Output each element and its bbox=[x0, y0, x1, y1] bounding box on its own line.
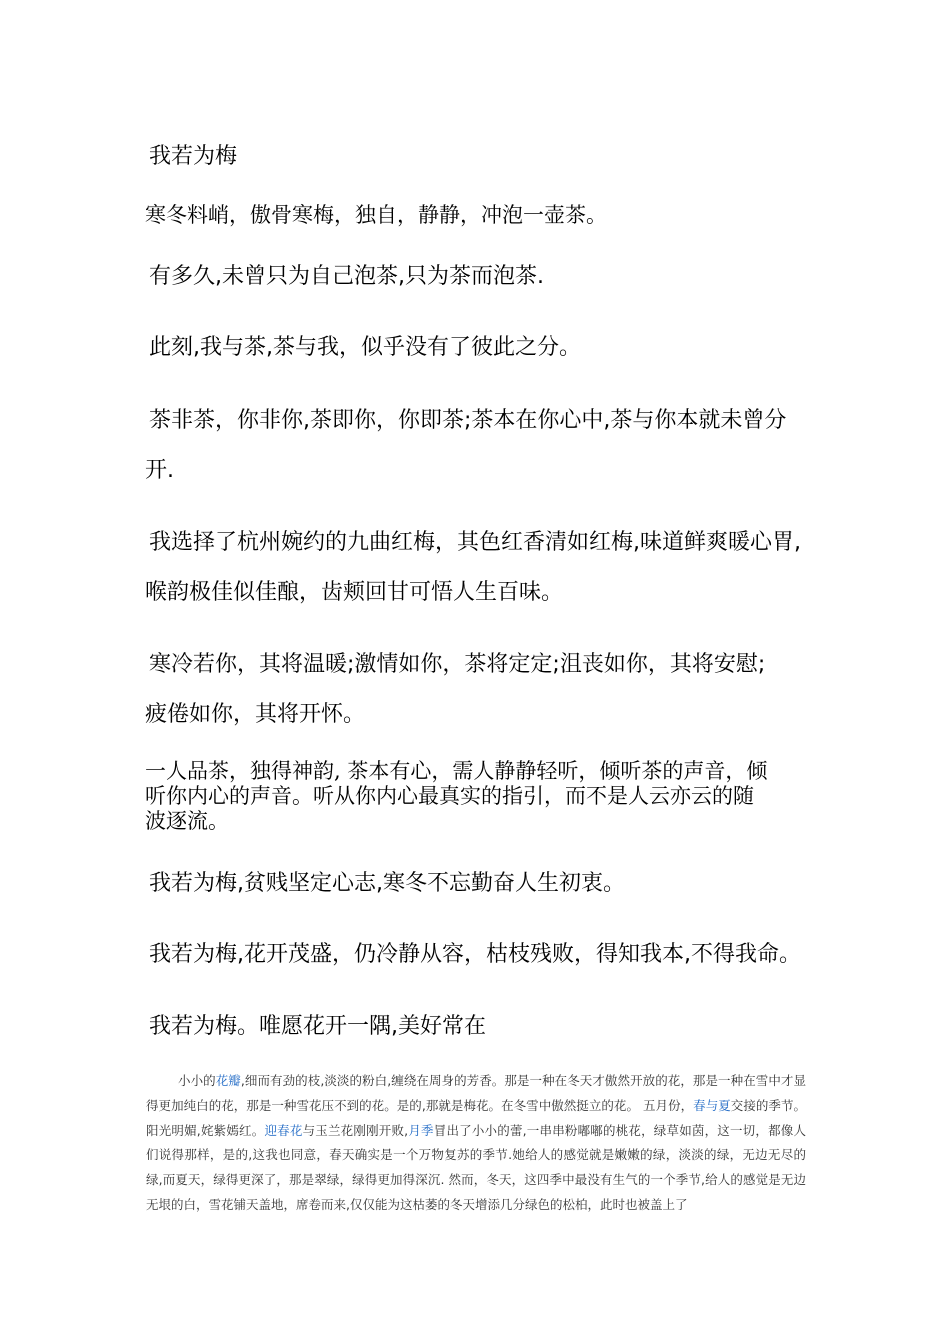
link-winter-jasmine[interactable]: 迎春花 bbox=[264, 1122, 303, 1138]
paragraph-2: 有多久,未曾只为自己泡茶,只为茶而泡茶. bbox=[149, 264, 544, 289]
link-petal[interactable]: 花瓣 bbox=[215, 1073, 241, 1088]
paragraph-8: 我若为梅,贫贱坚定心志,寒冬不忘勤奋人生初衷。 bbox=[149, 871, 625, 896]
paragraph-6-line-1: 寒冷若你，其将温暖;激情如你，茶将定定;沮丧如你，其将安慰; bbox=[149, 652, 766, 677]
excerpt-text-5: 冒出了小小的蕾,一串串粉嘟嘟的桃花，绿草如茵，这一切，都像人们说得那样，是的,这我也同意，春天确实是一个万物复苏的季节.她给人的感觉就是嫩嫩的绿，淡淡的绿，无边无尽的绿,而夏天，绿得更深了，那是翠绿，绿得更加得深沉. 然而，冬天，这四季中最没有生气的一个季节,给人的感觉是无边无垠的白，雪花铺天盖地，席卷而来,仅仅能为这枯萎的冬天增添几分绿色的松柏，此时也被盖上了 bbox=[146, 1122, 806, 1212]
paragraph-4-line-1: 茶非茶，你非你,茶即你，你即茶;茶本在你心中,茶与你本就未曾分 bbox=[149, 408, 787, 433]
paragraph-5-line-1: 我选择了杭州婉约的九曲红梅，其色红香清如红梅,味道鲜爽暖心胃, bbox=[149, 530, 801, 555]
link-spring-summer[interactable]: 春与夏 bbox=[693, 1097, 731, 1113]
paragraph-6-line-2: 疲倦如你，其将开怀。 bbox=[145, 702, 366, 727]
paragraph-7-line-3: 波逐流。 bbox=[145, 809, 229, 833]
paragraph-7-line-2: 听你内心的声音。听从你内心最真实的指引，而不是人云亦云的随 bbox=[145, 784, 754, 808]
paragraph-4-line-2: 开. bbox=[145, 458, 174, 483]
paragraph-5-line-2: 喉韵极佳似佳酿，齿颊回甘可悟人生百味。 bbox=[145, 580, 564, 605]
excerpt-paragraph bbox=[146, 1069, 806, 1218]
paragraph-3: 此刻,我与茶,茶与我，似乎没有了彼此之分。 bbox=[149, 335, 581, 360]
excerpt-text-2: ,细而有劲的枝,淡淡的粉白,缠绕在周身的芳香。那是一种在冬天才傲然开放的花，那是一种在雪中才显得更加纯白的花，那是一种雪花压不到的花。是的,那就是梅花。在冬雪中傲然挺立的花。 五月份， bbox=[146, 1073, 806, 1113]
link-rose[interactable]: 月季 bbox=[408, 1122, 434, 1138]
excerpt-text-1: 小小的 bbox=[178, 1073, 216, 1088]
paragraph-1: 寒冬料峭，傲骨寒梅，独自，静静，冲泡一壶茶。 bbox=[145, 203, 607, 227]
document-title: 我若为梅 bbox=[149, 144, 238, 169]
excerpt-text-4: 与玉兰花刚刚开败, bbox=[302, 1122, 409, 1138]
paragraph-10: 我若为梅。唯愿花开一隅,美好常在 bbox=[149, 1014, 486, 1039]
paragraph-7-line-1: 一人品茶，独得神韵, 茶本有心，需人静静轻听，倾听茶的声音，倾 bbox=[145, 759, 768, 783]
excerpt-text-3: 交接的季节。阳光明媚,姹紫嫣红。 bbox=[146, 1097, 806, 1138]
paragraph-9: 我若为梅,花开茂盛，仍冷静从容，枯枝残败，得知我本,不得我命。 bbox=[149, 942, 801, 967]
